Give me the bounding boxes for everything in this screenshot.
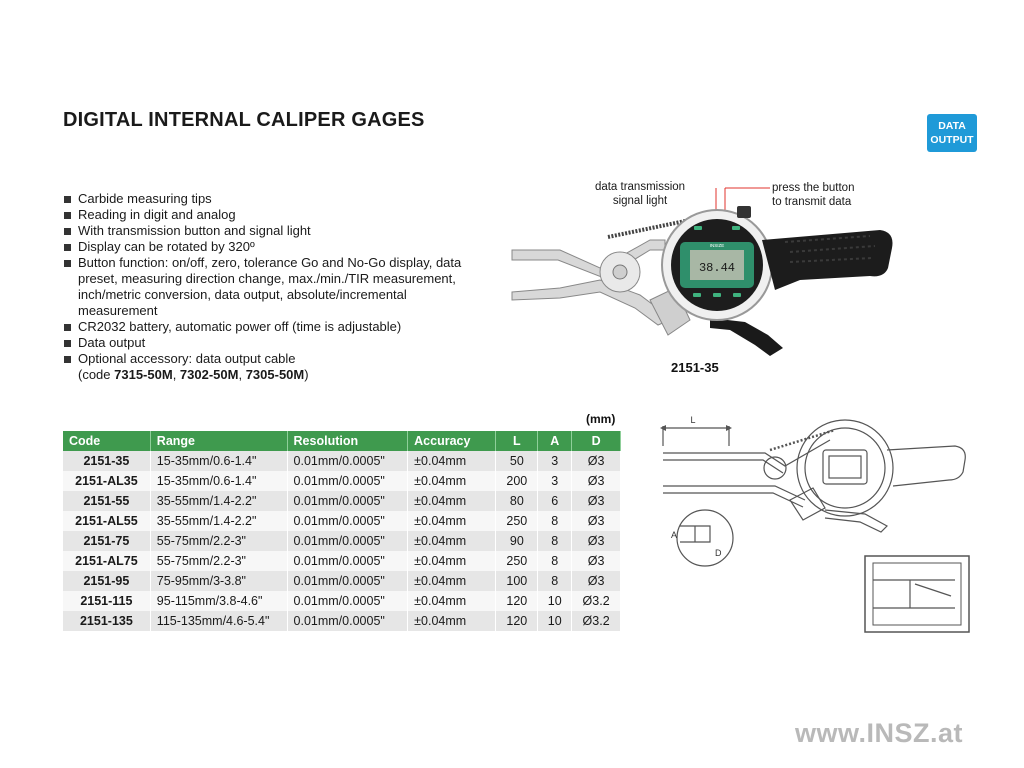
dimension-label-a: A: [671, 530, 678, 540]
accessory-sep: ,: [238, 367, 246, 382]
cell-a: 8: [538, 571, 572, 591]
cell-a: 10: [538, 591, 572, 611]
cell-range: 115-135mm/4.6-5.4": [150, 611, 287, 631]
photo-model-code: 2151-35: [671, 360, 719, 375]
spec-table-body: [63, 451, 621, 631]
cell-a: 8: [538, 531, 572, 551]
cell-code: 2151-55: [63, 491, 150, 511]
feature-item: Data output: [63, 335, 483, 351]
cell-d: Ø3: [572, 511, 621, 531]
data-output-badge: [927, 114, 977, 152]
spec-table: [63, 431, 621, 631]
cell-l: 50: [496, 451, 538, 471]
cell-resolution: 0.01mm/0.0005": [287, 551, 408, 571]
cell-code: 2151-115: [63, 591, 150, 611]
cell-range: 95-115mm/3.8-4.6": [150, 591, 287, 611]
col-header-range: Range: [150, 431, 287, 451]
col-header-l: L: [496, 431, 538, 451]
cell-code: 2151-AL55: [63, 511, 150, 531]
lcd-reading: 38.44: [698, 261, 736, 275]
cell-d: Ø3: [572, 551, 621, 571]
table-row: [63, 451, 621, 471]
cell-accuracy: ±0.04mm: [408, 451, 496, 471]
col-header-accuracy: Accuracy: [408, 431, 496, 451]
cell-accuracy: ±0.04mm: [408, 531, 496, 551]
col-header-resolution: Resolution: [287, 431, 408, 451]
caliper-product-illustration: [500, 180, 900, 365]
badge-line-2: OUTPUT: [930, 134, 974, 146]
cell-l: 250: [496, 551, 538, 571]
cell-resolution: 0.01mm/0.0005": [287, 511, 408, 531]
caliper-technical-diagram: [655, 408, 975, 638]
cell-l: 120: [496, 591, 538, 611]
feature-item-accessory: [63, 351, 483, 383]
feature-item: Carbide measuring tips: [63, 191, 483, 207]
cell-a: 3: [538, 451, 572, 471]
cell-l: 200: [496, 471, 538, 491]
page-title: DIGITAL INTERNAL CALIPER GAGES: [63, 109, 425, 131]
cell-range: 15-35mm/0.6-1.4": [150, 451, 287, 471]
cell-range: 35-55mm/1.4-2.2": [150, 491, 287, 511]
accessory-open: (code: [78, 367, 115, 382]
cell-resolution: 0.01mm/0.0005": [287, 531, 408, 551]
table-row: [63, 531, 621, 551]
cell-range: 35-55mm/1.4-2.2": [150, 511, 287, 531]
table-row: [63, 611, 621, 631]
cell-accuracy: ±0.04mm: [408, 511, 496, 531]
unit-label: (mm): [586, 412, 616, 426]
cell-code: 2151-35: [63, 451, 150, 471]
cell-resolution: 0.01mm/0.0005": [287, 451, 408, 471]
cell-range: 75-95mm/3-3.8": [150, 571, 287, 591]
badge-line-1: DATA: [938, 120, 966, 132]
feature-item: Display can be rotated by 320º: [63, 239, 483, 255]
feature-item: Button function: on/off, zero, tolerance Go and No-Go display, data preset, measuring direction change, max./min./TIR measurement, inch/metric conversion, data output, absolute/incremental measurement: [63, 255, 483, 319]
cell-a: 3: [538, 471, 572, 491]
cell-range: 55-75mm/2.2-3": [150, 531, 287, 551]
cell-l: 100: [496, 571, 538, 591]
callout-line: to transmit data: [772, 196, 852, 208]
feature-item: CR2032 battery, automatic power off (time is adjustable): [63, 319, 483, 335]
callout-line: press the button: [772, 182, 855, 194]
feature-item: Reading in digit and analog: [63, 207, 483, 223]
cell-code: 2151-75: [63, 531, 150, 551]
cell-range: 15-35mm/0.6-1.4": [150, 471, 287, 491]
callout-line: data transmission: [594, 181, 686, 193]
cell-a: 6: [538, 491, 572, 511]
accessory-text: Optional accessory: data output cable: [78, 351, 296, 366]
dimension-label-l: L: [690, 415, 696, 425]
col-header-code: Code: [63, 431, 150, 451]
cell-code: 2151-135: [63, 611, 150, 631]
cell-code: 2151-AL75: [63, 551, 150, 571]
cell-a: 8: [538, 511, 572, 531]
table-row: [63, 511, 621, 531]
cell-l: 80: [496, 491, 538, 511]
table-header-row: [63, 431, 621, 451]
accessory-code: 7305-50M: [245, 367, 305, 382]
cell-d: Ø3: [572, 451, 621, 471]
dimension-label-d: D: [715, 548, 722, 558]
cell-d: Ø3.2: [572, 611, 621, 631]
callout-line: signal light: [612, 195, 668, 207]
cell-accuracy: ±0.04mm: [408, 571, 496, 591]
accessory-code: 7302-50M: [179, 367, 239, 382]
table-row: [63, 571, 621, 591]
cell-l: 120: [496, 611, 538, 631]
cell-a: 10: [538, 611, 572, 631]
cell-a: 8: [538, 551, 572, 571]
feature-item: With transmission button and signal light: [63, 223, 483, 239]
cell-accuracy: ±0.04mm: [408, 611, 496, 631]
table-row: [63, 471, 621, 491]
brand-logo-text: INSIZE: [709, 243, 725, 248]
cell-code: 2151-AL35: [63, 471, 150, 491]
table-row: [63, 591, 621, 611]
cell-resolution: 0.01mm/0.0005": [287, 471, 408, 491]
watermark: www.INSZ.at: [795, 718, 964, 748]
cell-resolution: 0.01mm/0.0005": [287, 611, 408, 631]
feature-list: [63, 191, 483, 383]
cell-d: Ø3.2: [572, 591, 621, 611]
cell-accuracy: ±0.04mm: [408, 551, 496, 571]
table-row: [63, 491, 621, 511]
cell-accuracy: ±0.04mm: [408, 491, 496, 511]
table-row: [63, 551, 621, 571]
cell-range: 55-75mm/2.2-3": [150, 551, 287, 571]
cell-d: Ø3: [572, 491, 621, 511]
accessory-code: 7315-50M: [114, 367, 173, 382]
cell-d: Ø3: [572, 571, 621, 591]
cell-l: 90: [496, 531, 538, 551]
cell-code: 2151-95: [63, 571, 150, 591]
cell-accuracy: ±0.04mm: [408, 591, 496, 611]
col-header-a: A: [538, 431, 572, 451]
cell-resolution: 0.01mm/0.0005": [287, 571, 408, 591]
cell-accuracy: ±0.04mm: [408, 471, 496, 491]
col-header-d: D: [572, 431, 621, 451]
cell-resolution: 0.01mm/0.0005": [287, 491, 408, 511]
accessory-sep: ,: [172, 367, 180, 382]
accessory-close: ): [304, 367, 309, 382]
cell-d: Ø3: [572, 531, 621, 551]
cell-resolution: 0.01mm/0.0005": [287, 591, 408, 611]
cell-l: 250: [496, 511, 538, 531]
cell-d: Ø3: [572, 471, 621, 491]
